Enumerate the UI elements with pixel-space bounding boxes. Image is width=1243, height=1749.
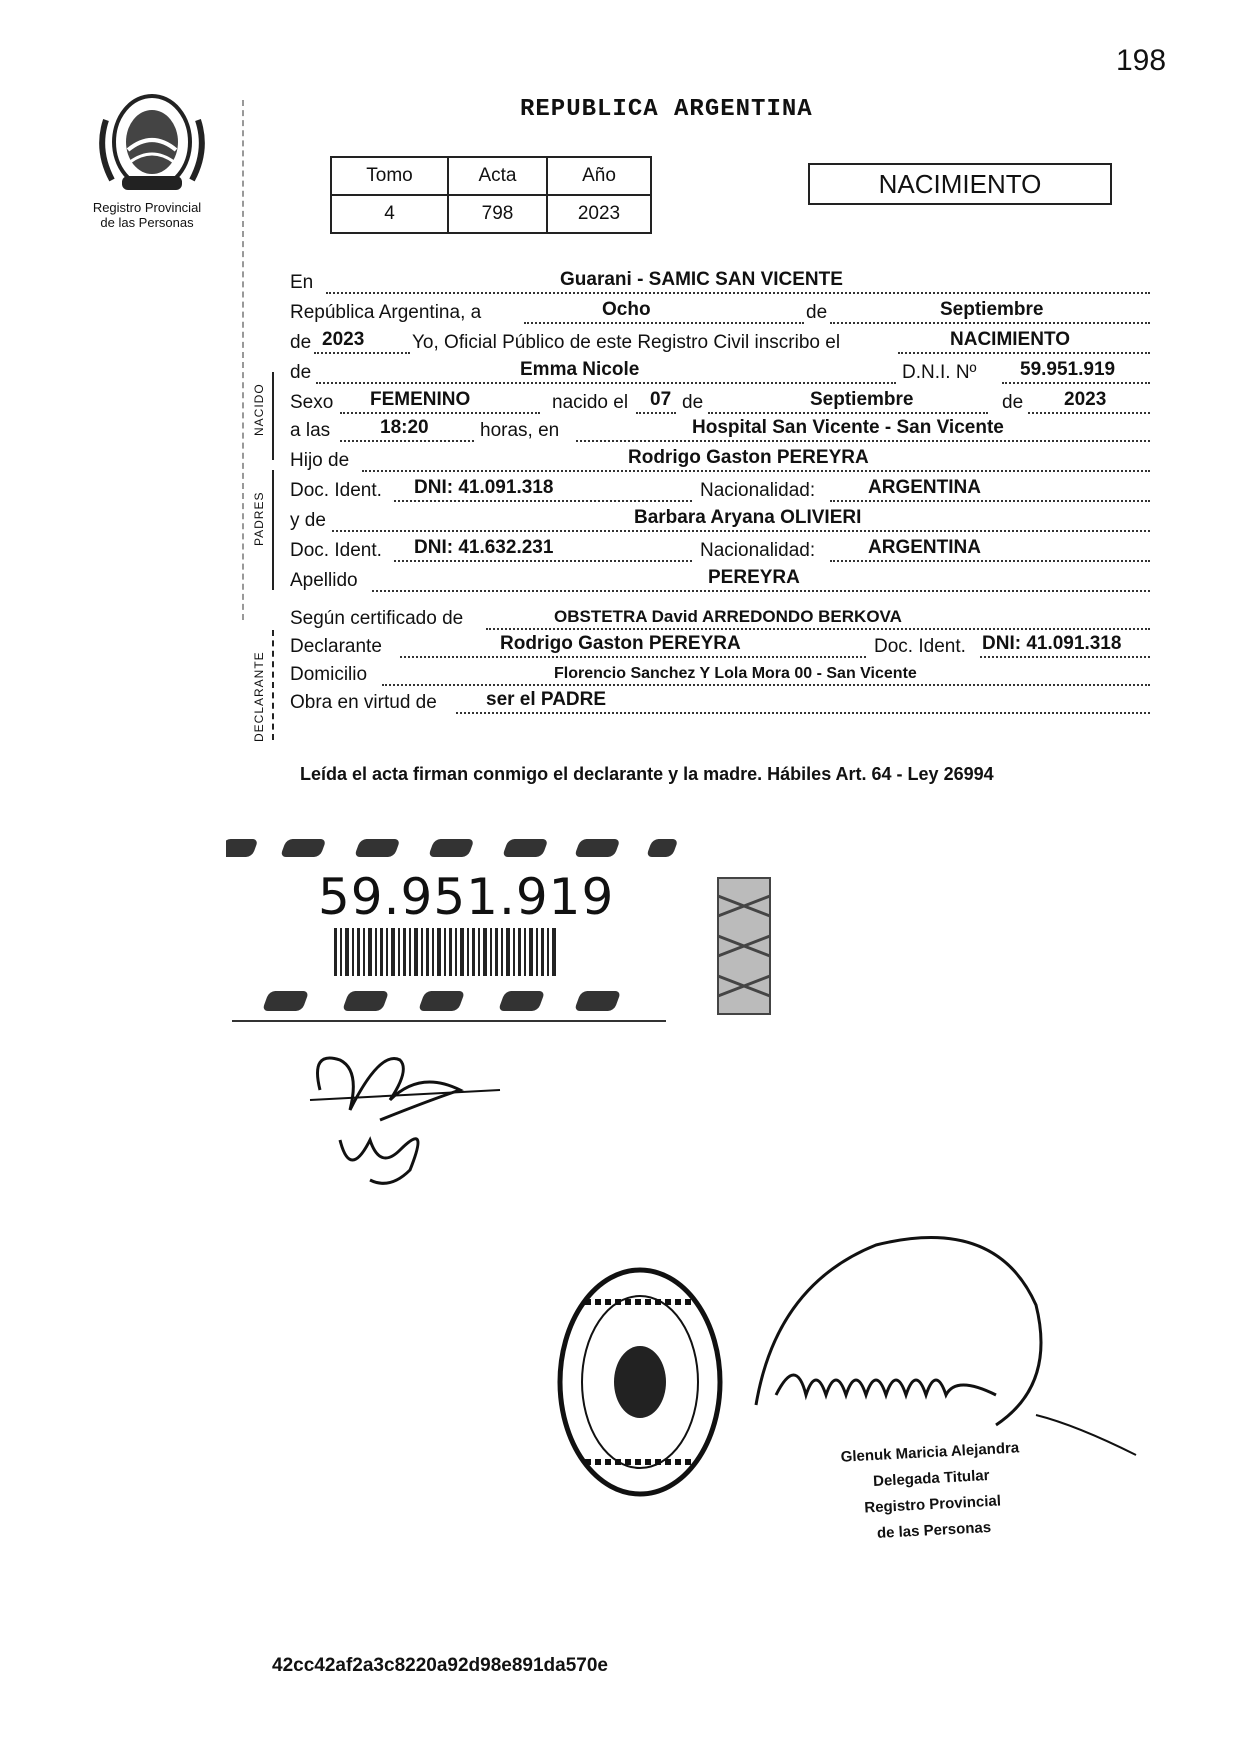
margin-line	[242, 100, 244, 620]
madre-nac-value: ARGENTINA	[868, 537, 981, 558]
horas-label: horas, en	[480, 420, 560, 441]
section-declarante: DECLARANTE	[252, 651, 266, 742]
registry-label-line1: Registro Provincial	[92, 200, 202, 215]
document-title: REPUBLICA ARGENTINA	[520, 96, 813, 123]
signer-name: Glenuk Maricia Alejandra	[840, 1439, 1020, 1466]
acta-table	[330, 156, 652, 234]
yde-label: y de	[290, 510, 326, 531]
padre-doc-value: DNI: 41.091.318	[414, 477, 554, 498]
acta-table-header-row	[331, 157, 651, 195]
section-line	[272, 630, 274, 740]
section-padres: PADRES	[252, 491, 266, 546]
dots	[340, 439, 474, 442]
dots	[332, 529, 1150, 532]
dni-label: D.N.I. Nº	[902, 362, 977, 383]
dots	[340, 411, 540, 414]
dots	[980, 655, 1150, 658]
docident-label: Doc. Ident.	[290, 480, 382, 501]
dots	[456, 711, 1150, 714]
docident-label: Doc. Ident.	[290, 540, 382, 561]
dots	[326, 291, 1150, 294]
madre-value: Barbara Aryana OLIVIERI	[634, 507, 862, 528]
nacionalidad-label: Nacionalidad:	[700, 540, 816, 561]
domicilio-label: Domicilio	[290, 664, 368, 685]
dots	[314, 351, 410, 354]
hora-value: 18:20	[380, 417, 429, 438]
nombre-value: Emma Nicole	[520, 359, 640, 380]
dots	[400, 655, 866, 658]
obra-label: Obra en virtud de	[290, 692, 437, 713]
domicilio-value: Florencio Sanchez Y Lola Mora 00 - San Vicente	[554, 665, 917, 682]
nacionalidad-label: Nacionalidad:	[700, 480, 816, 501]
en-label: En	[290, 272, 314, 293]
lugar-value: Hospital San Vicente - San Vicente	[692, 417, 1004, 438]
dots	[382, 683, 1150, 686]
section-line	[272, 372, 274, 460]
act-type-box: NACIMIENTO	[808, 163, 1112, 205]
province-shield-logo	[92, 80, 212, 195]
value-anio: 2023	[547, 195, 651, 233]
header-acta: Acta	[448, 157, 547, 195]
dni-big-number: 59.951.919	[318, 868, 615, 926]
dots	[636, 411, 676, 414]
document-hash: 42cc42af2a3c8220a92d98e891da570e	[272, 1655, 608, 1676]
official-signature	[736, 1225, 1156, 1465]
nac-mes-value: Septiembre	[810, 389, 914, 410]
signer-org1: Registro Provincial	[863, 1492, 1002, 1517]
oficial-text: Yo, Oficial Público de este Registro Civil inscribo el	[412, 332, 841, 353]
mes-value: Septiembre	[940, 299, 1044, 320]
en-value: Guarani - SAMIC SAN VICENTE	[560, 269, 843, 290]
de-label: de	[1002, 392, 1024, 413]
header-tomo: Tomo	[331, 157, 448, 195]
dots	[362, 469, 1150, 472]
anio-value: 2023	[322, 329, 365, 350]
dots	[576, 439, 1150, 442]
value-acta: 798	[448, 195, 547, 233]
dots	[830, 499, 1150, 502]
dots	[1028, 411, 1150, 414]
dots	[1002, 381, 1150, 384]
acta-table-value-row	[331, 195, 651, 233]
obra-value: ser el PADRE	[486, 689, 607, 710]
declarante-label: Declarante	[290, 636, 382, 657]
section-line	[272, 470, 274, 590]
value-tomo: 4	[331, 195, 448, 233]
section-nacido: NACIDO	[252, 383, 266, 436]
padre-nac-value: ARGENTINA	[868, 477, 981, 498]
apellido-label: Apellido	[290, 570, 358, 591]
sexo-label: Sexo	[290, 392, 334, 413]
de-label: de	[806, 302, 828, 323]
registry-label	[72, 200, 222, 230]
hologram-seal	[716, 876, 772, 1016]
padre-value: Rodrigo Gaston PEREYRA	[628, 447, 869, 468]
nac-anio-value: 2023	[1064, 389, 1107, 410]
page-number: 198	[1116, 44, 1167, 77]
certificado-value: OBSTETRA David ARREDONDO BERKOVA	[554, 607, 902, 626]
segun-label: Según certificado de	[290, 608, 464, 629]
dots	[898, 351, 1150, 354]
inscribo-value: NACIMIENTO	[950, 329, 1070, 350]
madre-doc-value: DNI: 41.632.231	[414, 537, 554, 558]
dots	[708, 411, 988, 414]
hijo-label: Hijo de	[290, 450, 350, 471]
nacido-label: nacido el	[552, 392, 629, 413]
declarante-signature	[300, 1030, 520, 1200]
dots	[394, 559, 692, 562]
dni-value: 59.951.919	[1020, 359, 1116, 380]
dots	[486, 627, 1150, 630]
de-label: de	[290, 332, 312, 353]
apellido-value: PEREYRA	[708, 567, 800, 588]
closing-note: Leída el acta firman conmigo el declarante y la madre. Hábiles Art. 64 - Ley 26994	[300, 764, 994, 784]
dots	[316, 381, 896, 384]
signer-org2: de las Personas	[876, 1518, 992, 1542]
dots	[830, 321, 1150, 324]
dots	[372, 589, 1150, 592]
registry-label-line2: de las Personas	[100, 215, 194, 230]
header-anio: Año	[547, 157, 651, 195]
declarante-value: Rodrigo Gaston PEREYRA	[500, 633, 741, 654]
alas-label: a las	[290, 420, 331, 441]
de-label: de	[290, 362, 312, 383]
dots	[524, 321, 804, 324]
sexo-value: FEMENINO	[370, 389, 471, 410]
barcode	[334, 928, 559, 976]
signer-block	[809, 1434, 1054, 1550]
de-label: de	[682, 392, 704, 413]
republica-label: República Argentina, a	[290, 302, 482, 323]
dots	[394, 499, 692, 502]
nac-dia-value: 07	[650, 389, 672, 410]
docident-label: Doc. Ident.	[874, 636, 966, 657]
hospital-stamp	[555, 1262, 725, 1502]
dots	[830, 559, 1150, 562]
dia-value: Ocho	[602, 299, 651, 320]
signer-role: Delegada Titular	[872, 1466, 990, 1491]
declarante-doc-value: DNI: 41.091.318	[982, 633, 1122, 654]
